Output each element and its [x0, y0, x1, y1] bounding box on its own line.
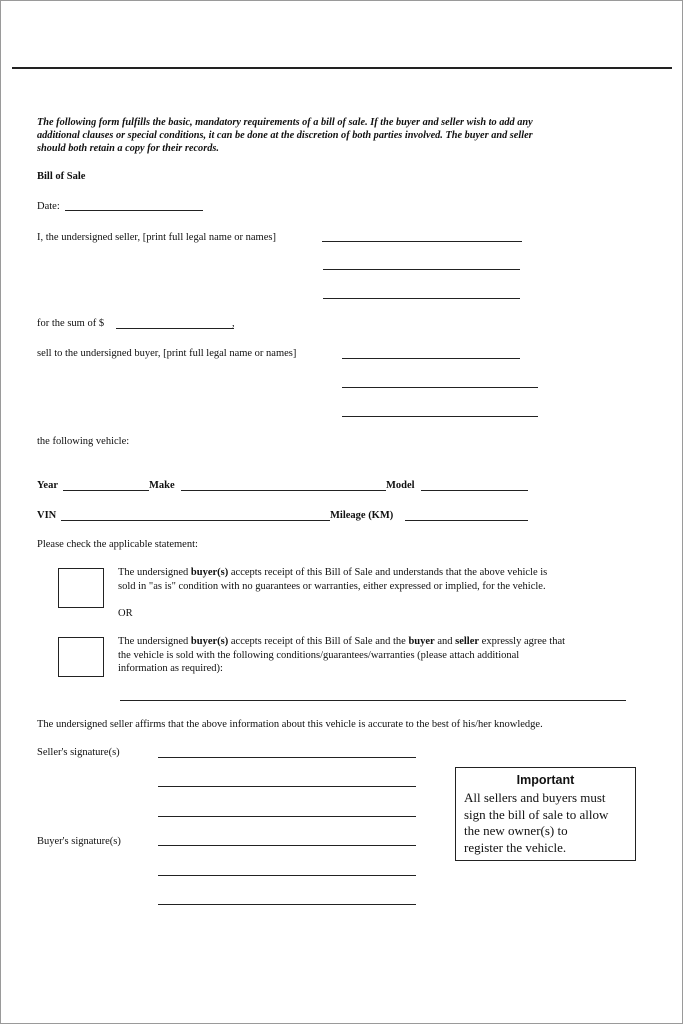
intro-line: additional clauses or special conditions, it can be done at the discretion of both parties involved. The buyer and seller: [37, 130, 533, 141]
year-field[interactable]: [63, 490, 149, 491]
date-label: Date:: [37, 201, 60, 212]
vehicle-intro: the following vehicle:: [37, 436, 130, 447]
as-is-checkbox[interactable]: [58, 568, 104, 608]
conditions-field[interactable]: [120, 700, 626, 701]
seller-name-field-2[interactable]: [323, 269, 520, 270]
buyer-signature-label: Buyer's signature(s): [37, 836, 121, 847]
seller-name-field-3[interactable]: [323, 298, 520, 299]
make-label: Make: [149, 480, 175, 491]
affirmation-text: The undersigned seller affirms that the above information about this vehicle is accurate to the best of his/her knowledge.: [37, 719, 543, 730]
intro-paragraph: [37, 116, 637, 155]
buyer-name-label: sell to the undersigned buyer, [print full legal name or names]: [37, 348, 297, 359]
model-label: Model: [386, 480, 415, 491]
statement-text: The undersigned: [118, 636, 191, 647]
important-body: [464, 790, 608, 856]
buyer-name-field-1[interactable]: [342, 358, 520, 359]
seller-name-label: I, the undersigned seller, [print full legal name or names]: [37, 232, 276, 243]
important-notice: [455, 767, 636, 861]
or-label: OR: [118, 608, 133, 619]
form-title: Bill of Sale: [37, 171, 86, 182]
mileage-label: Mileage (KM): [330, 510, 394, 521]
sum-field[interactable]: [116, 328, 234, 329]
statement-text: The undersigned: [118, 567, 191, 578]
statement-text: the vehicle is sold with the following conditions/guarantees/warranties (please attach additional: [118, 649, 520, 661]
statement-text: accepts receipt of this Bill of Sale and understands that the above vehicle is: [228, 567, 548, 578]
seller-name-field-1[interactable]: [322, 241, 522, 242]
mileage-field[interactable]: [405, 520, 528, 521]
seller-signature-field-3[interactable]: [158, 816, 416, 817]
buyer-name-field-3[interactable]: [342, 416, 538, 417]
statement-text: accepts receipt of this Bill of Sale and the: [228, 636, 409, 647]
check-prompt: Please check the applicable statement:: [37, 539, 198, 550]
model-field[interactable]: [421, 490, 528, 491]
as-is-statement: [118, 566, 643, 593]
header-rule: [12, 67, 672, 69]
statement-text: and: [434, 636, 456, 647]
important-line: All sellers and buyers must: [464, 790, 606, 805]
buyer-signature-field-2[interactable]: [158, 875, 416, 876]
important-line: the new owner(s) to: [464, 823, 568, 838]
vin-label: VIN: [37, 510, 57, 521]
year-label: Year: [37, 480, 58, 491]
buyer-signature-field-3[interactable]: [158, 904, 416, 905]
date-field[interactable]: [65, 210, 203, 211]
sum-suffix: ,: [232, 318, 235, 329]
vin-field[interactable]: [61, 520, 330, 521]
statement-buyer: buyer(s): [190, 567, 229, 578]
conditions-checkbox[interactable]: [58, 637, 104, 677]
intro-line: should both retain a copy for their records.: [37, 143, 219, 154]
seller-signature-field-1[interactable]: [158, 757, 416, 758]
important-line: register the vehicle.: [464, 839, 567, 855]
conditions-statement: [118, 635, 643, 676]
seller-signature-field-2[interactable]: [158, 786, 416, 787]
seller-signature-label: Seller's signature(s): [37, 747, 120, 758]
buyer-name-field-2[interactable]: [342, 387, 538, 388]
statement-text: expressly agree that: [479, 636, 566, 647]
sum-label: for the sum of $: [37, 318, 105, 329]
important-title: Important: [516, 773, 575, 787]
important-line: sign the bill of sale to allow: [464, 806, 609, 822]
statement-text: sold in "as is" condition with no guarantees or warranties, either expressed or implied, for the vehicle.: [118, 580, 546, 592]
statement-buyer: buyer: [408, 636, 435, 647]
make-field[interactable]: [181, 490, 386, 491]
intro-line: The following form fulfills the basic, mandatory requirements of a bill of sale. If the buyer and seller wish to add any: [37, 117, 533, 128]
statement-buyer: buyer(s): [190, 636, 229, 647]
buyer-signature-field-1[interactable]: [158, 845, 416, 846]
statement-text: information as required):: [118, 663, 223, 674]
statement-seller: seller: [455, 636, 480, 647]
